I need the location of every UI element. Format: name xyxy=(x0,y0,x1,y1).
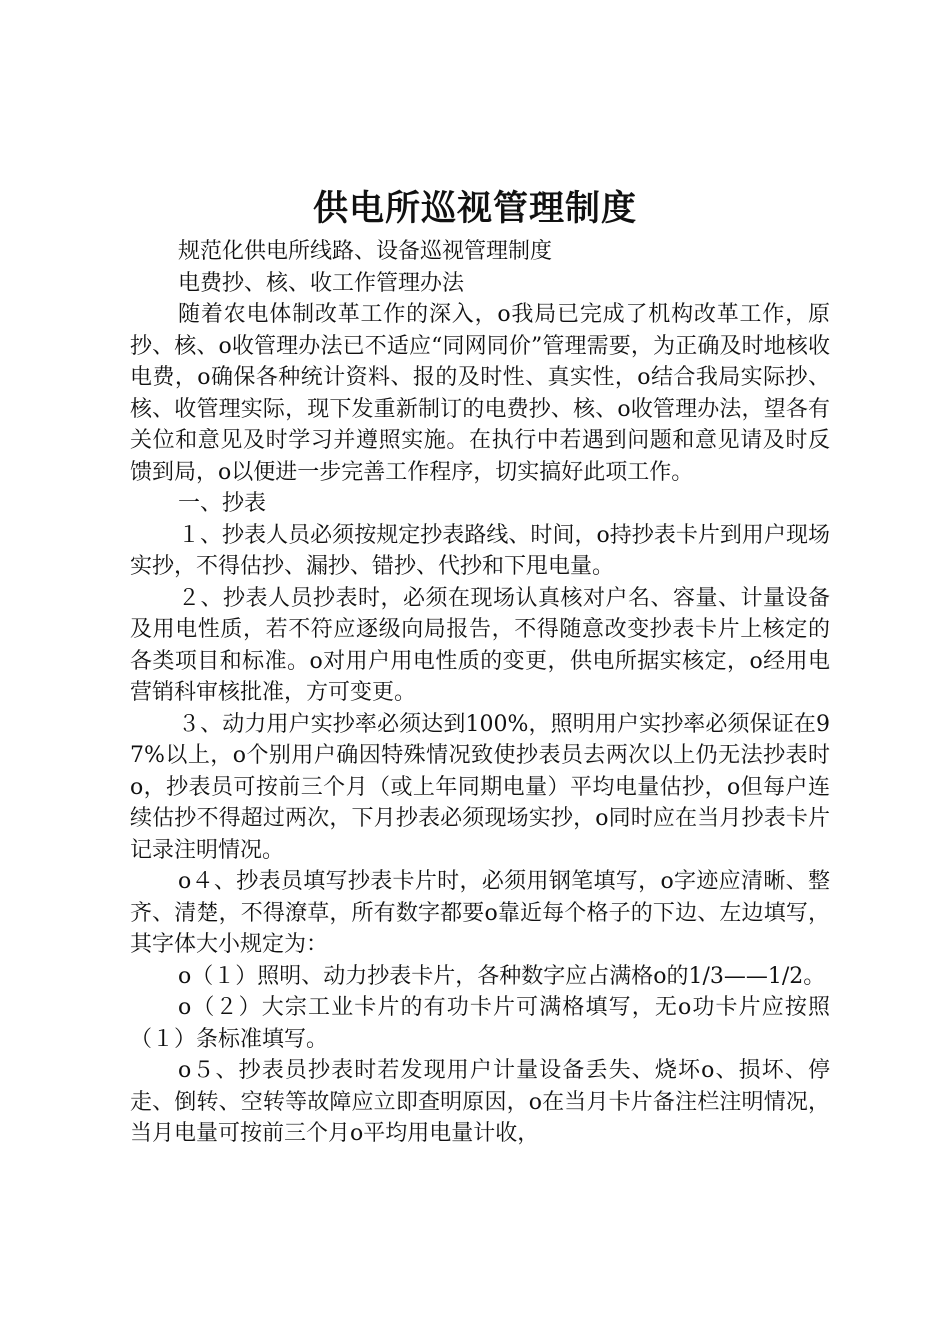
paragraph-item: ３、动力用户实抄率必须达到100%，照明用户实抄率必须保证在97%以上，o个别用户确因特殊情况致使抄表员去两次以上仍无法抄表时o，抄表员可按前三个月（或上年同期电量）平均电量估抄，o但每户连续估抄不得超过两次，下月抄表必须现场实抄，o同时应在当月抄表卡片记录注明情况。 xyxy=(130,711,830,863)
section-heading: 一、抄表 xyxy=(178,491,267,516)
paragraph-item: o４、抄表员填写抄表卡片时，必须用钢笔填写，o字迹应清晰、整齐、清楚，不得潦草，所有数字都要o靠近每个格子的下边、左边填写，其字体大小规定为： xyxy=(130,869,830,957)
paragraph-item: １、抄表人员必须按规定抄表路线、时间，o持抄表卡片到用户现场实抄，不得估抄、漏抄、错抄、代抄和下甩电量。 xyxy=(130,522,830,579)
subtitle-line: 规范化供电所线路、设备巡视管理制度 xyxy=(178,239,553,264)
paragraph-subitem: o（２）大宗工业卡片的有功卡片可满格填写，无o功卡片应按照（１）条标准填写。 xyxy=(130,995,830,1052)
subtitle-line: 电费抄、核、收工作管理办法 xyxy=(178,270,465,296)
paragraph-subitem: o（１）照明、动力抄表卡片，各种数字应占满格o的1/3——1/2。 xyxy=(178,963,826,989)
paragraph-intro: 随着农电体制改革工作的深入，o我局已完成了机构改革工作，原抄、核、o收管理办法已不适应“同网同价”管理需要，为正确及时地核收电费，o确保各种统计资料、报的及时性、真实性，o结合我局实际抄、核、收管理实际，现下发重新制订的电费抄、核、o收管理办法，望各有关位和意见及时学习并遵照实施。在执行中若遇到问题和意见请及时反馈到局，o以便进一步完善工作程序，切实搞好此项工作。 xyxy=(130,302,830,485)
document-body xyxy=(130,236,830,1150)
paragraph-item: o５、抄表员抄表时若发现用户计量设备丢失、烧坏o、损坏、停走、倒转、空转等故障应立即查明原因，o在当月卡片备注栏注明情况，当月电量可按前三个月o平均用电量计收， xyxy=(130,1058,830,1146)
document-title: 供电所巡视管理制度 xyxy=(312,188,637,229)
paragraph-item: ２、抄表人员抄表时，必须在现场认真核对户名、容量、计量设备及用电性质，若不符应逐级向局报告，不得随意改变抄表卡片上核定的各类项目和标准。o对用户用电性质的变更，供电所据实核定，o经用电营销科审核批准，方可变更。 xyxy=(130,585,830,705)
